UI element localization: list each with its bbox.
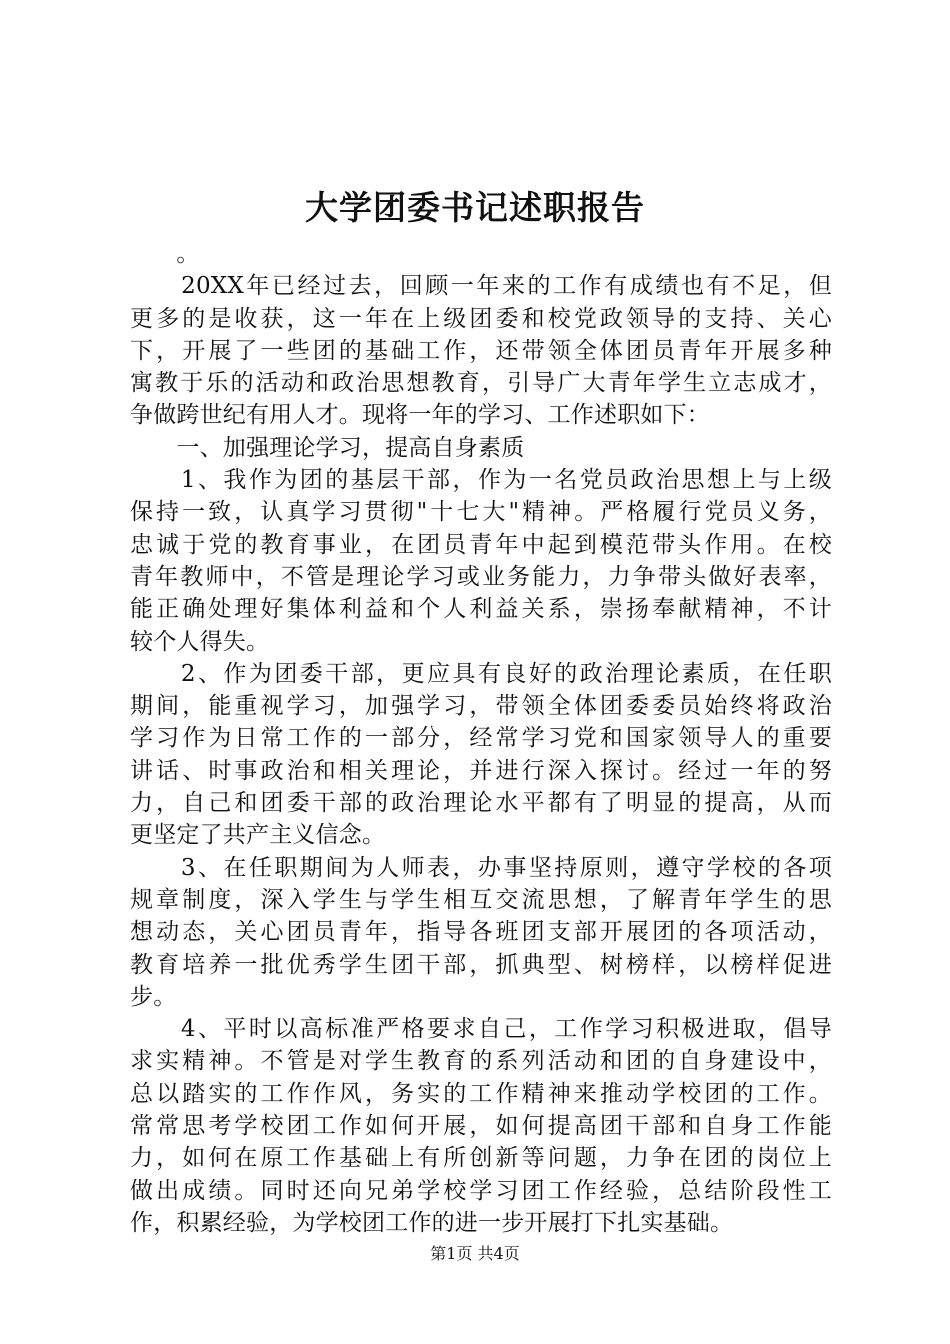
body-line: 3、在任职期间为人师表，办事坚持原则，遵守学校的各项: [130, 854, 832, 881]
body-line: 规章制度，深入学生与学生相互交流思想，了解青年学生的思: [130, 886, 832, 913]
body-line: 较个人得失。: [130, 628, 270, 655]
body-line: 步。: [130, 983, 177, 1010]
body-line: 总以踏实的工作作风，务实的工作精神来推动学校团的工作。: [130, 1080, 832, 1107]
body-line: 能正确处理好集体利益和个人利益关系，崇扬奉献精神，不计: [130, 596, 832, 623]
body-line: 作，积累经验，为学校团工作的进一步开展打下扎实基础。: [130, 1209, 734, 1236]
body-line: 讲话、时事政治和相关理论，并进行深入探讨。经过一年的努: [130, 757, 832, 784]
body-line: 寓教于乐的活动和政治思想教育，引导广大青年学生立志成才，: [130, 370, 832, 397]
page-footer: 第1页 共4页: [430, 1244, 520, 1263]
body-line: 常常思考学校团工作如何开展，如何提高团干部和自身工作能: [130, 1113, 832, 1140]
body-line: 更坚定了共产主义信念。: [130, 822, 386, 849]
document-body: [130, 238, 832, 1239]
body-line: 下，开展了一些团的基础工作，还带领全体团员青年开展多种: [130, 337, 832, 364]
document-title: 大学团委书记述职报告: [305, 188, 645, 227]
body-line: 。: [130, 241, 200, 267]
body-line: 想动态，关心团员青年，指导各班团支部开展团的各项活动，: [130, 919, 832, 946]
body-line: 期间，能重视学习，加强学习，带领全体团委委员始终将政治: [130, 693, 832, 720]
body-line: 教育培养一批优秀学生团干部，抓典型、树榜样，以榜样促进: [130, 951, 832, 978]
body-line: 青年教师中，不管是理论学习或业务能力，力争带头做好表率，: [130, 563, 832, 590]
body-line: 20XX年已经过去，回顾一年来的工作有成绩也有不足，但: [130, 273, 832, 300]
body-line: 做出成绩。同时还向兄弟学校学习团工作经验，总结阶段性工: [130, 1177, 832, 1204]
body-line: 4、平时以高标准严格要求自己，工作学习积极进取，倡导: [130, 1016, 832, 1043]
body-line: 力，如何在原工作基础上有所创新等问题，力争在团的岗位上: [130, 1145, 832, 1172]
body-line: 忠诚于党的教育事业，在团员青年中起到模范带头作用。在校: [130, 531, 832, 558]
body-line: 保持一致，认真学习贯彻"十七大"精神。严格履行党员义务，: [130, 499, 832, 526]
body-line: 更多的是收获，这一年在上级团委和校党政领导的支持、关心: [130, 305, 832, 332]
body-line: 2、作为团委干部，更应具有良好的政治理论素质，在任职: [130, 660, 832, 687]
body-line: 力，自己和团委干部的政治理论水平都有了明显的提高，从而: [130, 790, 832, 817]
body-line: 求实精神。不管是对学生教育的系列活动和团的自身建设中，: [130, 1048, 832, 1075]
body-line: 争做跨世纪有用人才。现将一年的学习、工作述职如下：: [130, 402, 710, 429]
body-line: 一、加强理论学习，提高自身素质: [130, 434, 525, 461]
body-line: 学习作为日常工作的一部分，经常学习党和国家领导人的重要: [130, 725, 832, 752]
body-line: 1、我作为团的基层干部，作为一名党员政治思想上与上级: [130, 467, 832, 494]
